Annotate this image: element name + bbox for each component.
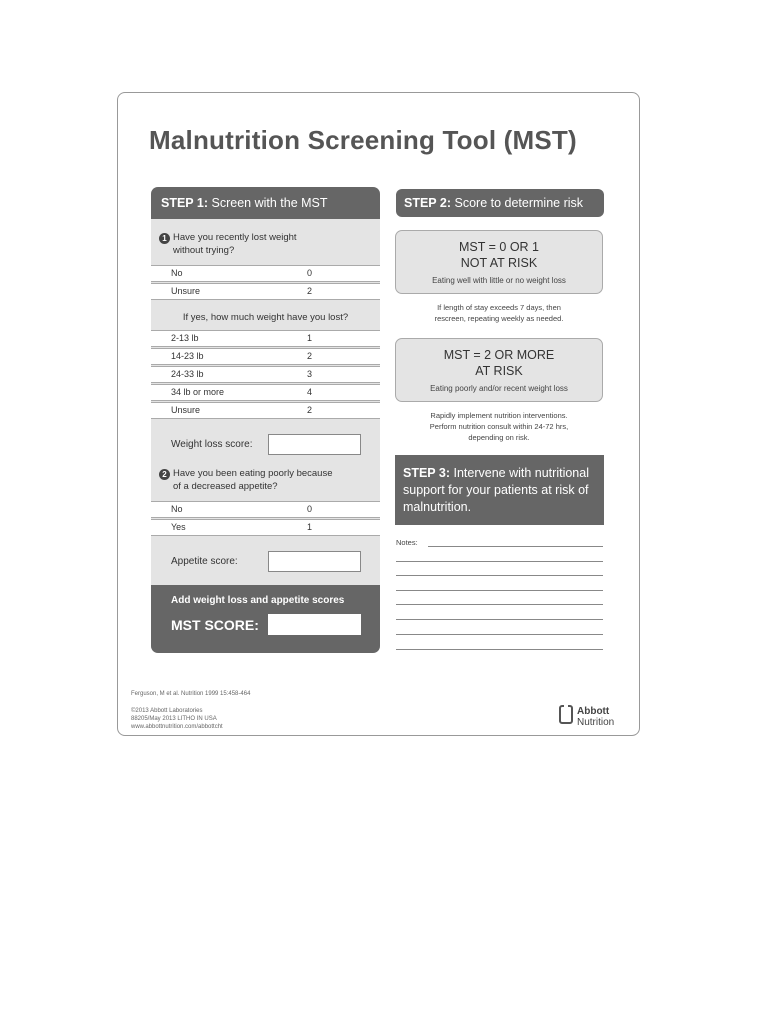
option-score: 2 xyxy=(307,405,313,415)
add-scores-instruction: Add weight loss and appetite scores xyxy=(171,595,345,606)
notes-line[interactable] xyxy=(396,619,603,620)
question-1b: If yes, how much weight have you lost? xyxy=(182,312,349,323)
notes-line[interactable] xyxy=(428,546,603,547)
page-title: Malnutrition Screening Tool (MST) xyxy=(149,125,577,155)
question-1-number-icon: 1 xyxy=(159,233,170,244)
step2-label: STEP 2: xyxy=(404,196,452,210)
notes-label: Notes: xyxy=(396,538,418,547)
option-score: 1 xyxy=(307,522,313,532)
appetite-score-field[interactable] xyxy=(268,551,361,572)
reference-citation: Ferguson, M et al. Nutrition 1999 15:458-464 xyxy=(131,691,251,697)
weight-loss-score-label: Weight loss score: xyxy=(171,439,253,450)
option-label: No xyxy=(171,268,183,278)
mst-score-field[interactable] xyxy=(268,614,361,635)
option-row xyxy=(151,348,380,365)
notes-line[interactable] xyxy=(396,649,603,650)
note-line: depending on risk. xyxy=(468,433,530,442)
question-1-line2: without trying? xyxy=(173,245,235,256)
footer-copyright xyxy=(131,707,223,731)
note-line: Perform nutrition consult within 24-72 hrs, xyxy=(429,422,569,431)
mst-score-label: MST SCORE: xyxy=(171,617,259,633)
risk-box-at-risk xyxy=(395,338,603,402)
risk-low-note xyxy=(401,302,597,324)
step1-header xyxy=(151,187,380,219)
option-score: 0 xyxy=(307,504,313,514)
option-row xyxy=(151,519,380,536)
step1-label: STEP 1: xyxy=(161,196,209,210)
option-row xyxy=(151,384,380,401)
note-line: If length of stay exceeds 7 days, then xyxy=(437,303,561,312)
option-score: 3 xyxy=(307,369,313,379)
logo-division: Nutrition xyxy=(577,717,615,728)
option-label: 14-23 lb xyxy=(171,351,204,361)
appetite-score-label: Appetite score: xyxy=(171,556,238,567)
option-label: Unsure xyxy=(171,286,201,296)
option-score: 4 xyxy=(307,387,313,397)
option-label: Yes xyxy=(171,522,186,532)
mst-document xyxy=(117,92,640,736)
risk-high-note xyxy=(401,410,597,443)
footer-line: 88205/May 2013 LITHO IN USA xyxy=(131,716,217,722)
step3-box xyxy=(395,455,604,525)
option-label: 2-13 lb xyxy=(171,333,199,343)
option-row xyxy=(151,402,380,419)
notes-line[interactable] xyxy=(396,604,603,605)
option-score: 2 xyxy=(307,286,313,296)
step1-title: Screen with the MST xyxy=(208,196,328,210)
question-2-number-icon: 2 xyxy=(159,469,170,480)
risk-high-description: Eating poorly and/or recent weight loss xyxy=(430,384,568,393)
question-1 xyxy=(159,231,297,257)
weight-loss-score-field[interactable] xyxy=(268,434,361,455)
option-score: 2 xyxy=(307,351,313,361)
option-row xyxy=(151,366,380,383)
option-row xyxy=(151,330,380,347)
footer-line: www.abbottnutrition.com/abbottcht xyxy=(131,724,223,730)
step1-panel xyxy=(151,187,380,653)
option-row xyxy=(151,283,380,300)
option-label: No xyxy=(171,504,183,514)
notes-line[interactable] xyxy=(396,590,603,591)
step2-header xyxy=(396,189,604,217)
option-label: 24-33 lb xyxy=(171,369,204,379)
option-score: 1 xyxy=(307,333,313,343)
notes-line[interactable] xyxy=(396,575,603,576)
risk-box-not-at-risk xyxy=(395,230,603,294)
footer-line: ©2013 Abbott Laboratories xyxy=(131,708,203,714)
risk-high-status: AT RISK xyxy=(475,364,523,378)
risk-low-description: Eating well with little or no weight loss xyxy=(432,276,566,285)
question-2 xyxy=(159,467,333,493)
step3-label: STEP 3: xyxy=(403,466,451,480)
note-line: Rapidly implement nutrition interventions. xyxy=(430,411,568,420)
option-row xyxy=(151,265,380,282)
step3-text: Intervene with nutritional support for your patients at risk of malnutrition. xyxy=(403,466,589,514)
risk-high-score: MST = 2 OR MORE xyxy=(443,348,555,362)
logo-brand: Abbott xyxy=(577,706,610,717)
mst-score-section xyxy=(151,585,380,653)
option-label: 34 lb or more xyxy=(171,387,225,397)
option-row xyxy=(151,501,380,518)
option-label: Unsure xyxy=(171,405,201,415)
step2-title: Score to determine risk xyxy=(451,196,584,210)
option-score: 0 xyxy=(307,268,313,278)
question-2-line2: of a decreased appetite? xyxy=(173,481,278,492)
question-2-line1: Have you been eating poorly because xyxy=(173,468,333,479)
abbott-logo-icon xyxy=(559,705,573,724)
notes-line[interactable] xyxy=(396,634,603,635)
risk-low-status: NOT AT RISK xyxy=(460,256,538,270)
note-line: rescreen, repeating weekly as needed. xyxy=(434,314,564,323)
notes-line[interactable] xyxy=(396,561,603,562)
risk-low-score: MST = 0 OR 1 xyxy=(458,240,539,254)
question-1-line1: Have you recently lost weight xyxy=(173,232,297,243)
